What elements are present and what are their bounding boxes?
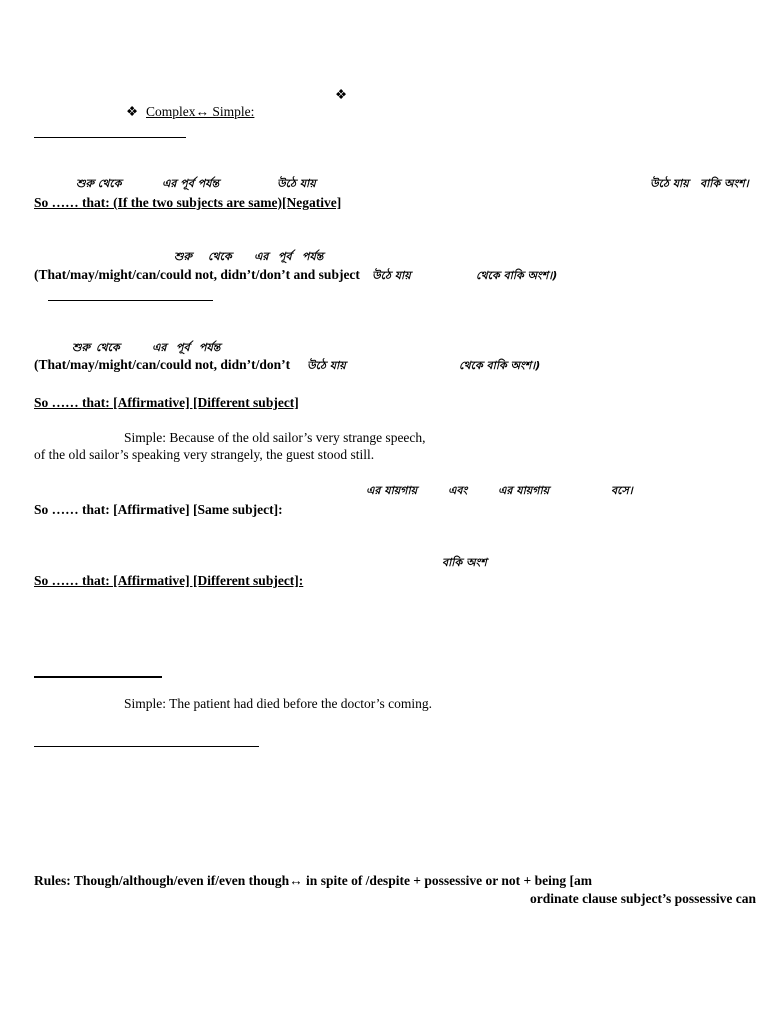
bangla-text: উঠে যায় bbox=[650, 177, 689, 190]
bangla-text: শুরু bbox=[72, 341, 90, 354]
rule-line: (That/may/might/can/could not, didn’t/don’t bbox=[34, 357, 291, 372]
so-that-same-subject-heading: So …… that: [Affirmative] [Same subject]: bbox=[34, 502, 283, 517]
divider-rule bbox=[48, 300, 213, 301]
bangla-text: বসে। bbox=[611, 484, 633, 497]
complex-simple-heading: Complex↔ Simple: bbox=[146, 104, 255, 119]
rule-line: (That/may/might/can/could not, didn’t/don’t and subject bbox=[34, 267, 360, 282]
so-that-different-subject-heading: So …… that: [Affirmative] [Different subject] bbox=[34, 395, 299, 410]
bangla-text: বাকি অংশ bbox=[442, 556, 487, 569]
simple-example-line: of the old sailor’s speaking very strangely, the guest stood still. bbox=[34, 447, 375, 462]
bangla-text: পূর্ব bbox=[176, 341, 190, 354]
bangla-text: উঠে যায় bbox=[372, 269, 411, 282]
divider-rule bbox=[34, 676, 162, 678]
bangla-text: এর যায়গায় bbox=[366, 484, 418, 497]
bullet-icon: ❖ bbox=[335, 87, 348, 102]
simple-example-line: Simple: The patient had died before the doctor’s coming. bbox=[124, 696, 433, 711]
bangla-text: এর bbox=[254, 250, 269, 263]
rules-line: ordinate clause subject’s possessive can bbox=[530, 891, 756, 906]
bangla-text: উঠে যায় bbox=[277, 177, 316, 190]
bangla-text: থেকে বাকি অংশ।) bbox=[476, 269, 558, 282]
bangla-text: বাকি অংশ। bbox=[700, 177, 749, 190]
bangla-text: উঠে যায় bbox=[307, 359, 346, 372]
bangla-text: শুরু থেকে bbox=[76, 177, 122, 190]
bangla-text: পর্যন্ত bbox=[302, 250, 324, 263]
bangla-text: পূর্ব bbox=[278, 250, 292, 263]
divider-rule bbox=[34, 137, 186, 138]
bangla-text: এর bbox=[152, 341, 167, 354]
bangla-text: থেকে bbox=[208, 250, 232, 263]
bullet-icon-2: ❖ bbox=[126, 104, 139, 119]
so-that-different-subject-heading-2: So …… that: [Affirmative] [Different subject]: bbox=[34, 573, 304, 588]
bangla-text: শুরু bbox=[174, 250, 192, 263]
divider-rule bbox=[34, 746, 259, 747]
bangla-text: এবং bbox=[448, 484, 468, 497]
simple-example-line: Simple: Because of the old sailor’s very strange speech, bbox=[124, 430, 426, 445]
bangla-text: এর যায়গায় bbox=[498, 484, 550, 497]
rules-line: Rules: Though/although/even if/even though↔ in spite of /despite + possessive or not + being [am bbox=[34, 873, 592, 888]
bangla-text: এর পূর্ব পর্যন্ত bbox=[162, 177, 220, 190]
bangla-text: থেকে bbox=[96, 341, 120, 354]
so-that-negative-heading: So …… that: (If the two subjects are same)[Negative] bbox=[34, 195, 342, 210]
bangla-text: পর্যন্ত bbox=[199, 341, 221, 354]
bangla-text: থেকে বাকি অংশ।) bbox=[459, 359, 541, 372]
